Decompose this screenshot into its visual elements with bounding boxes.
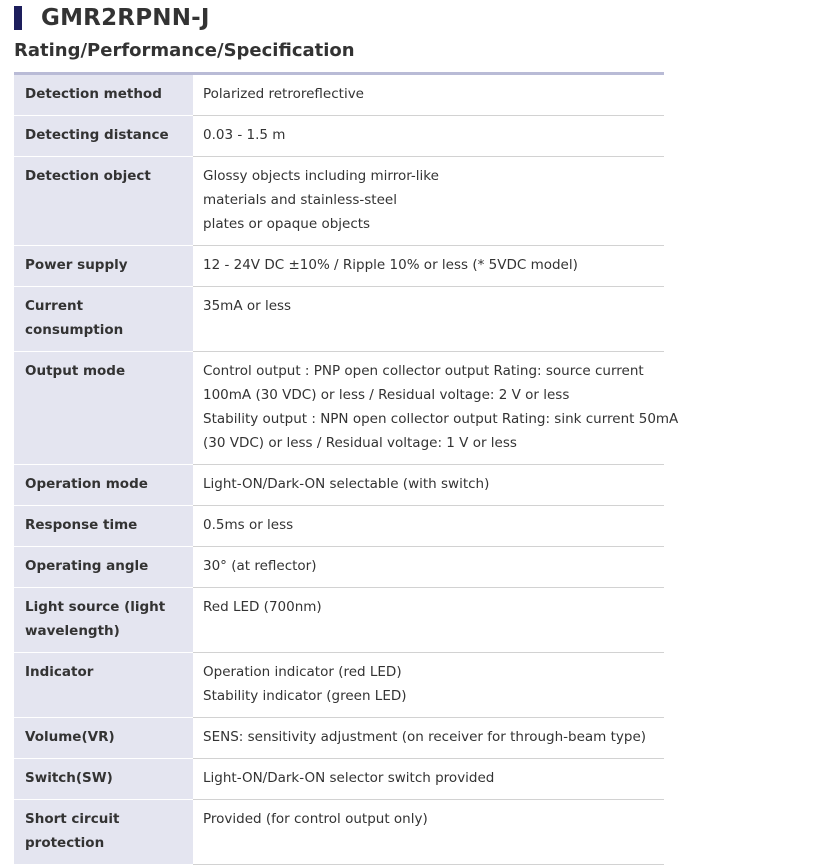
spec-value-line: Control output : PNP open collector output Rating: source current [203, 363, 644, 379]
spec-value [193, 352, 679, 465]
spec-label: Response time [14, 506, 193, 547]
spec-value-line: Provided (for control output only) [203, 811, 428, 827]
spec-label-line: wavelength) [25, 623, 120, 639]
spec-table-body [14, 75, 679, 865]
spec-label-line: protection [25, 835, 105, 851]
spec-label: Detection method [14, 75, 193, 116]
spec-value [193, 653, 664, 718]
spec-value [193, 246, 664, 287]
spec-row [14, 547, 664, 588]
spec-label: Power supply [14, 246, 193, 287]
spec-value [193, 800, 664, 865]
spec-row [14, 287, 664, 352]
spec-value-line: 12 - 24V DC ±10% / Ripple 10% or less (* 5VDC model) [203, 257, 578, 273]
spec-value-line: 0.03 - 1.5 m [203, 127, 286, 143]
spec-value [193, 506, 664, 547]
spec-row [14, 653, 664, 718]
spec-value [193, 116, 664, 157]
spec-label [14, 588, 193, 653]
spec-value [193, 718, 664, 759]
spec-value [193, 287, 664, 352]
spec-value-line: 0.5ms or less [203, 517, 294, 533]
spec-row [14, 116, 664, 157]
spec-label: Current consumption [14, 287, 193, 352]
spec-value-line: materials and stainless-steel [203, 192, 397, 208]
spec-label: Operating angle [14, 547, 193, 588]
spec-row [14, 506, 664, 547]
spec-value-line: 35mA or less [203, 298, 292, 314]
spec-value [193, 759, 664, 800]
spec-label-line: Short circuit [25, 811, 120, 827]
spec-label: Detection object [14, 157, 193, 246]
spec-label [14, 800, 193, 865]
spec-label: Switch(SW) [14, 759, 193, 800]
spec-row [14, 157, 664, 246]
spec-label-line: Light source (light [25, 599, 166, 615]
spec-row [14, 246, 664, 287]
spec-table [14, 75, 679, 865]
spec-row [14, 718, 664, 759]
spec-row [14, 465, 664, 506]
spec-value-line: plates or opaque objects [203, 216, 371, 232]
spec-value-line: SENS: sensitivity adjustment (on receiver for through-beam type) [203, 729, 647, 745]
spec-value-line: Red LED (700nm) [203, 599, 322, 615]
spec-value-line: Light-ON/Dark-ON selector switch provided [203, 770, 495, 786]
spec-row [14, 800, 664, 865]
spec-value-line: Glossy objects including mirror-like [203, 168, 439, 184]
spec-value-line: 30° (at reflector) [203, 558, 317, 574]
spec-label: Output mode [14, 352, 193, 465]
spec-value [193, 465, 664, 506]
spec-label: Detecting distance [14, 116, 193, 157]
spec-row [14, 352, 664, 465]
spec-row [14, 75, 664, 116]
spec-value [193, 157, 664, 246]
spec-value-line: Polarized retroreflective [203, 86, 364, 102]
spec-value-line: (30 VDC) or less / Residual voltage: 1 V or less [203, 435, 517, 451]
title-accent-bar [14, 6, 22, 30]
spec-label: Operation mode [14, 465, 193, 506]
spec-value-line: Stability indicator (green LED) [203, 688, 407, 704]
product-header [14, 4, 210, 32]
spec-value-line: Light-ON/Dark-ON selectable (with switch) [203, 476, 490, 492]
spec-value-line: 100mA (30 VDC) or less / Residual voltage: 2 V or less [203, 387, 570, 403]
product-title: GMR2RPNN-J [41, 5, 210, 31]
spec-row [14, 759, 664, 800]
spec-label: Indicator [14, 653, 193, 718]
section-title: Rating/Performance/Specification [14, 40, 355, 61]
spec-value [193, 588, 664, 653]
spec-value [193, 547, 664, 588]
spec-value-line: Stability output : NPN open collector output Rating: sink current 50mA [203, 411, 679, 427]
spec-value-line: Operation indicator (red LED) [203, 664, 402, 680]
spec-row [14, 588, 664, 653]
spec-label: Volume(VR) [14, 718, 193, 759]
spec-value [193, 75, 664, 116]
